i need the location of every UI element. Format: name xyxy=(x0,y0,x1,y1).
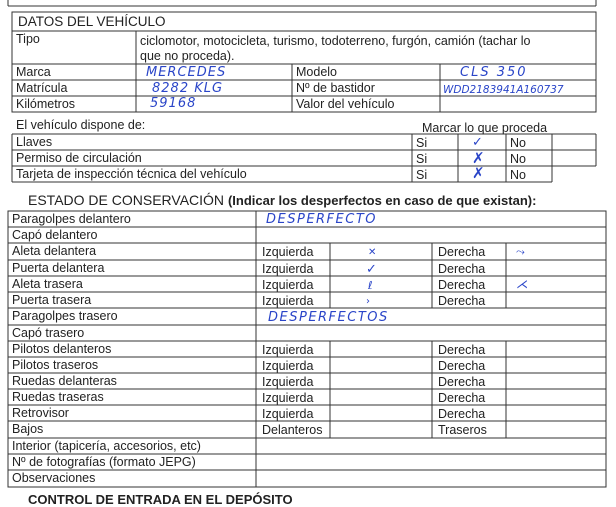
front-wheels-right-label: Derecha xyxy=(438,375,486,389)
row-label-mirror: Retrovisor xyxy=(12,406,69,420)
equipment-item-itv: Tarjeta de inspección técnica del vehículo xyxy=(16,167,247,181)
equipment-permit-yes[interactable]: Si xyxy=(416,152,428,166)
section-title-condition xyxy=(28,193,536,208)
cross-mark-icon: ✗ xyxy=(472,164,485,182)
row-label-front-wheels: Ruedas delanteras xyxy=(12,374,117,388)
front-lights-right-label: Derecha xyxy=(438,343,486,357)
value-marca[interactable]: MERCEDES xyxy=(146,65,227,80)
row-label-front-hood: Capó delantero xyxy=(12,228,98,242)
label-valor: Valor del vehículo xyxy=(296,97,395,111)
row-label-front-lights: Pilotos delanteros xyxy=(12,342,112,356)
row-label-rear-hood: Capó trasero xyxy=(12,326,85,340)
label-matricula: Matrícula xyxy=(16,81,68,95)
row-label-interior: Interior (tapicería, accesorios, etc) xyxy=(12,439,201,453)
row-label-front-fender: Aleta delantera xyxy=(12,244,97,258)
value-bastidor[interactable]: WDD2183941A160737 xyxy=(443,84,564,96)
row-label-underbody: Bajos xyxy=(12,422,44,436)
front-door-right-label: Derecha xyxy=(438,262,486,276)
rear-fender-left-label: Izquierda xyxy=(262,278,314,292)
value-matricula[interactable]: 8282 KLG xyxy=(152,81,224,96)
mirror-right-label: Derecha xyxy=(438,407,486,421)
equipment-keys-no[interactable]: No xyxy=(510,136,526,150)
tipo-text-line1: ciclomotor, motocicleta, turismo, todoterreno, furgón, camión (tachar lo xyxy=(140,34,531,48)
row-label-rear-bumper: Paragolpes trasero xyxy=(12,309,118,323)
note-front-bumper[interactable]: DESPERFECTO xyxy=(266,212,378,227)
equipment-item-keys: Llaves xyxy=(16,135,53,149)
label-tipo: Tipo xyxy=(16,32,40,46)
equipment-hint: Marcar lo que proceda xyxy=(422,121,548,135)
tipo-text-line2: que no proceda). xyxy=(140,49,235,63)
mirror-left-label: Izquierda xyxy=(262,407,314,421)
row-label-rear-door: Puerta trasera xyxy=(12,293,92,307)
rear-lights-right-label: Derecha xyxy=(438,359,486,373)
row-label-rear-fender: Aleta trasera xyxy=(12,277,83,291)
checkmark-icon: ✓ xyxy=(472,135,483,150)
rear-door-left-label: Izquierda xyxy=(262,294,314,308)
front-fender-left-label: Izquierda xyxy=(262,245,314,259)
underbody-rear-label: Traseros xyxy=(438,423,487,437)
equipment-permit-no[interactable]: No xyxy=(510,152,526,166)
front-fender-right-label: Derecha xyxy=(438,245,486,259)
checkmark-icon: ✓ xyxy=(366,262,377,277)
label-modelo: Modelo xyxy=(296,65,337,79)
front-wheels-left-label: Izquierda xyxy=(262,375,314,389)
section-title-vehicle-data: DATOS DEL VEHÍCULO xyxy=(18,14,166,29)
row-label-observations: Observaciones xyxy=(12,471,96,485)
mark-icon: ⋌ xyxy=(516,277,528,291)
rear-lights-left-label: Izquierda xyxy=(262,359,314,373)
mark-icon: › xyxy=(366,296,370,307)
label-bastidor: Nº de bastidor xyxy=(296,81,375,95)
rear-door-right-label: Derecha xyxy=(438,294,486,308)
row-label-front-bumper: Paragolpes delantero xyxy=(12,212,131,226)
mark-icon: ⤳ xyxy=(516,245,525,258)
rear-wheels-right-label: Derecha xyxy=(438,391,486,405)
equipment-keys-yes[interactable]: Si xyxy=(416,136,428,150)
equipment-itv-yes[interactable]: Si xyxy=(416,168,428,182)
equipment-item-permit: Permiso de circulación xyxy=(16,151,142,165)
value-kilometros[interactable]: 59168 xyxy=(150,96,197,111)
row-label-front-door: Puerta delantera xyxy=(12,261,105,275)
front-door-left-label: Izquierda xyxy=(262,262,314,276)
equipment-intro: El vehículo dispone de: xyxy=(16,118,146,132)
mark-icon: ℓ xyxy=(368,279,373,292)
note-rear-bumper[interactable]: DESPERFECTOS xyxy=(268,310,389,325)
section-title-condition-bold: ESTADO DE CONSERVACIÓN xyxy=(28,192,225,208)
cross-mark-icon: ✗ xyxy=(472,149,485,167)
underbody-front-label: Delanteros xyxy=(262,423,323,437)
front-lights-left-label: Izquierda xyxy=(262,343,314,357)
equipment-itv-no[interactable]: No xyxy=(510,168,526,182)
value-modelo[interactable]: CLS 350 xyxy=(460,65,528,80)
row-label-photos: Nº de fotografías (formato JEPG) xyxy=(12,455,196,469)
row-label-rear-lights: Pilotos traseros xyxy=(12,358,99,372)
section-title-condition-note: (Indicar los desperfectos en caso de que existan): xyxy=(227,193,537,208)
rear-wheels-left-label: Izquierda xyxy=(262,391,314,405)
footer-section-title: CONTROL DE ENTRADA EN EL DEPÓSITO xyxy=(28,492,293,507)
row-label-rear-wheels: Ruedas traseras xyxy=(12,390,104,404)
label-kilometros: Kilómetros xyxy=(16,97,76,111)
label-marca: Marca xyxy=(16,65,51,79)
mark-icon: ✕ xyxy=(368,247,377,258)
rear-fender-right-label: Derecha xyxy=(438,278,486,292)
